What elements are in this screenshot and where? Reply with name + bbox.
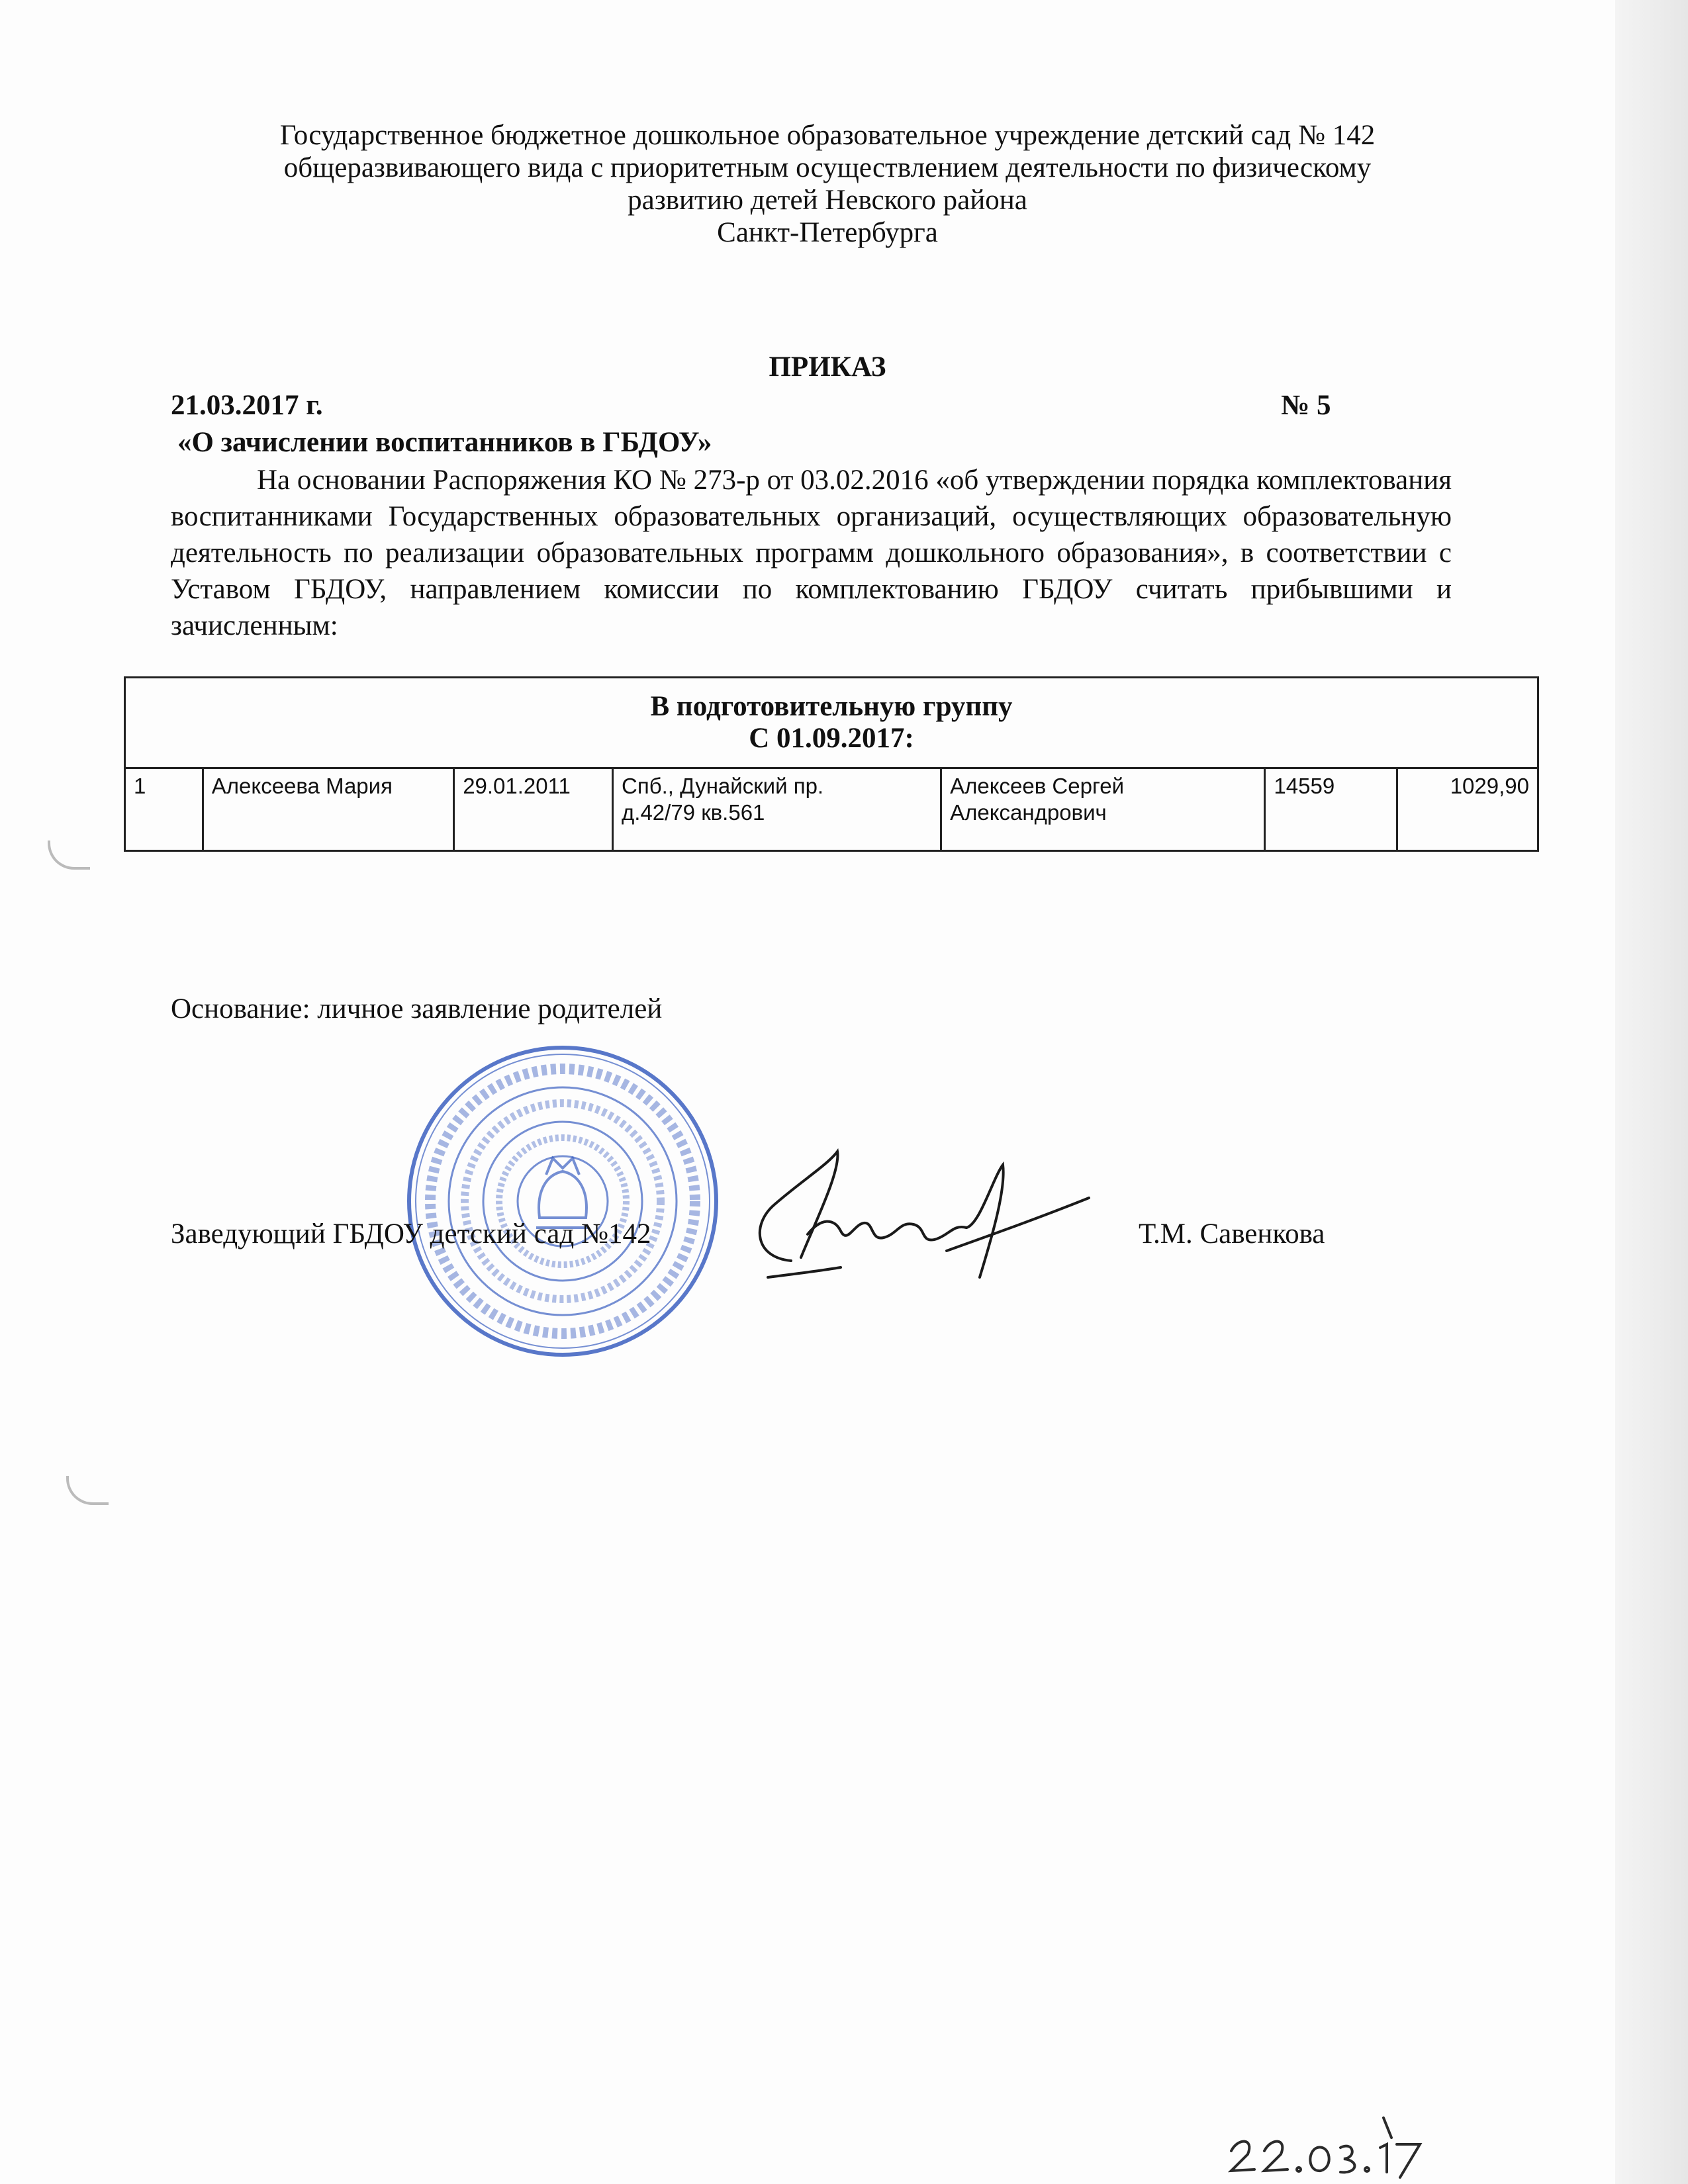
order-date: 21.03.2017 г. xyxy=(171,390,323,421)
group-heading xyxy=(125,678,1538,768)
order-basis: Основание: личное заявление родителей xyxy=(171,993,663,1024)
header-line: развитию детей Невского района xyxy=(628,185,1027,216)
row-number: 1 xyxy=(125,768,203,851)
header-line: общеразвивающего вида с приоритетным осуществлением деятельности по физическому xyxy=(283,152,1372,183)
scan-page-edge xyxy=(1615,0,1688,2184)
birth-date: 29.01.2011 xyxy=(454,768,613,851)
order-number: № 5 xyxy=(1281,390,1331,421)
order-subject: «О зачислении воспитанников в ГБДОУ» xyxy=(177,427,712,458)
parent-name-line: Александрович xyxy=(950,800,1107,825)
parent-name-line: Алексеев Сергей xyxy=(950,774,1125,798)
order-body: На основании Распоряжения КО № 273-р от 03.02.2016 «об утверждении порядка комплектования воспитанниками Государственных образовательных организаций, осуществляющих образовательную деятельность по реализации образовательных программ дошкольного образования», в соответствии с Уставом ГБДОУ, направлением комиссии по комплектованию ГБДОУ считать прибывшими и зачисленным: xyxy=(171,465,1452,641)
table-row xyxy=(125,768,1538,851)
child-name: Алексеева Мария xyxy=(203,768,453,851)
handwritten-date-note xyxy=(1218,2098,1436,2184)
address-line: д.42/79 кв.561 xyxy=(622,800,765,825)
header-line: Санкт-Петербурга xyxy=(717,217,938,248)
parent-name xyxy=(941,768,1265,851)
order-title: ПРИКАЗ xyxy=(769,351,886,383)
group-start-date: С 01.09.2017: xyxy=(749,723,914,754)
official-seal-stamp xyxy=(404,1042,722,1360)
address-line: Спб., Дунайский пр. xyxy=(622,774,824,798)
punch-hole-mark xyxy=(66,1476,109,1505)
handwritten-signature xyxy=(728,1125,1099,1291)
amount: 1029,90 xyxy=(1397,768,1538,851)
enrollment-table xyxy=(124,676,1539,852)
address xyxy=(613,768,941,851)
head-name: Т.М. Савенкова xyxy=(1139,1218,1325,1250)
record-code: 14559 xyxy=(1265,768,1397,851)
group-name: В подготовительную группу xyxy=(650,691,1013,722)
institution-header xyxy=(132,119,1523,249)
header-line: Государственное бюджетное дошкольное образовательное учреждение детский сад № 142 xyxy=(279,120,1376,151)
punch-hole-mark xyxy=(48,841,90,870)
head-position: Заведующий ГБДОУ детский сад №142 xyxy=(171,1218,651,1250)
